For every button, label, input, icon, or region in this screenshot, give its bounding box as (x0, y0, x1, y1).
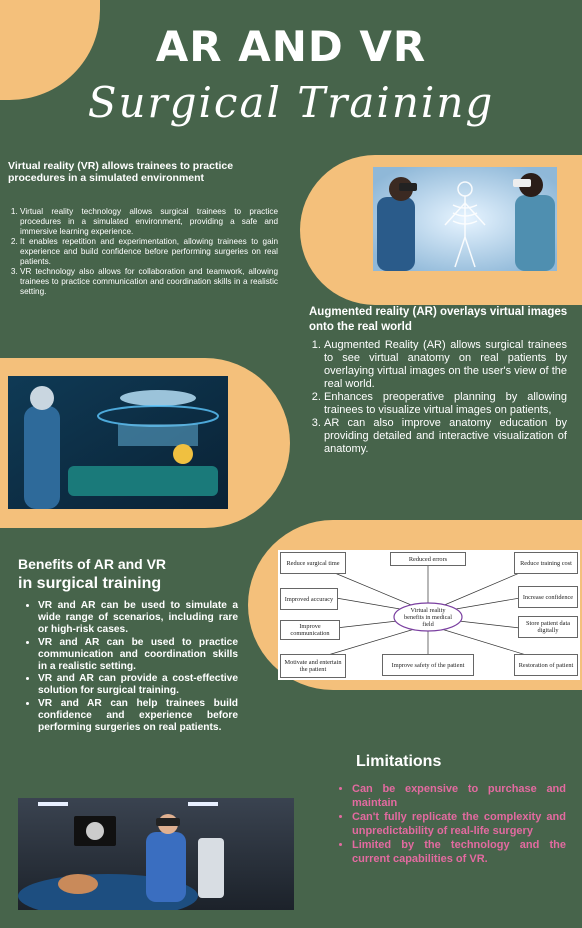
ar-list-item: 1. Augmented Reality (AR) allows surgical trainees to see virtual anatomy on real patients by overlaying virtual images on the user's view of the real world. (324, 339, 567, 391)
benefits-list-container (24, 600, 238, 734)
limitations-list-item: • Limited by the technology and the current capabilities of VR. (352, 838, 566, 866)
diagram-node: Restoration of patient (514, 654, 578, 676)
vr-list-item: 3. VR technology also allows for collaboration and teamwork, allowing trainees to practice communication and coordination skills in a realistic setting. (20, 267, 278, 297)
ar-list-item: 3. AR can also improve anatomy education by providing detailed and interactive visualization of anatomy. (324, 417, 567, 456)
limitations-heading: Limitations (356, 753, 442, 770)
diagram-node: Reduce training cost (514, 552, 578, 574)
benefits-heading-line2: in surgical training (18, 575, 162, 592)
vr-heading: Virtual reality (VR) allows trainees to practice procedures in a simulated environment (8, 160, 234, 184)
limitations-list (338, 782, 566, 866)
diagram-node: Motivate and entertain the patient (280, 654, 346, 678)
limitations-list-item: • Can't fully replicate the complexity and unpredictability of real-life surgery (352, 810, 566, 838)
diagram-center-label: Virtual reality benefits in medical field (404, 606, 452, 628)
diagram-node: Improve communication (280, 620, 340, 640)
diagram-node: Reduce surgical time (280, 552, 346, 574)
benefits-list (24, 600, 238, 734)
diagram-node: Store patient data digitally (518, 616, 578, 638)
ar-list (309, 339, 567, 456)
benefits-diagram (278, 550, 580, 680)
benefits-list-item: • VR and AR can provide a cost-effective solution for surgical training. (38, 673, 238, 697)
limitations-list-item: • Can be expensive to purchase and maintain (352, 782, 566, 810)
ar-list-container (309, 339, 567, 456)
vr-list-item: 2. It enables repetition and experimentation, allowing trainees to gain experience and build confidence before performing surgeries on real patients. (20, 237, 278, 267)
diagram-node: Reduced errors (390, 552, 466, 566)
ar-heading: Augmented reality (AR) overlays virtual images onto the real world (309, 306, 568, 333)
vr-list-container (8, 207, 278, 297)
operating-room-photo (8, 376, 228, 509)
ar-list-item: 2. Enhances preoperative planning by allowing trainees to visualize virtual images on patients, (324, 391, 567, 417)
page-subtitle: Surgical Training (87, 78, 495, 127)
diagram-node: Improve safety of the patient (382, 654, 474, 676)
benefits-list-item: • VR and AR can help trainees build confidence and experience before performing surgeries on real patients. (38, 698, 238, 735)
vr-training-photo (373, 167, 557, 271)
benefits-list-item: • VR and AR can be used to simulate a wide range of scenarios, including rare or high-risk cases. (38, 600, 238, 637)
diagram-node: Increase confidence (518, 586, 578, 608)
vr-headset-surgery-photo (18, 798, 294, 910)
vr-list (8, 207, 278, 297)
limitations-list-container (338, 782, 566, 866)
diagram-node: Improved accuracy (280, 588, 338, 610)
vr-list-item: 1. Virtual reality technology allows surgical trainees to practice procedures in a simulated environment, providing a safe and immersive learning experience. (20, 207, 278, 237)
benefits-heading: Benefits of AR and VR (18, 556, 167, 572)
page-title: AR AND VR (155, 22, 427, 71)
benefits-list-item: • VR and AR can be used to practice communication and coordination skills in a realistic setting. (38, 637, 238, 674)
